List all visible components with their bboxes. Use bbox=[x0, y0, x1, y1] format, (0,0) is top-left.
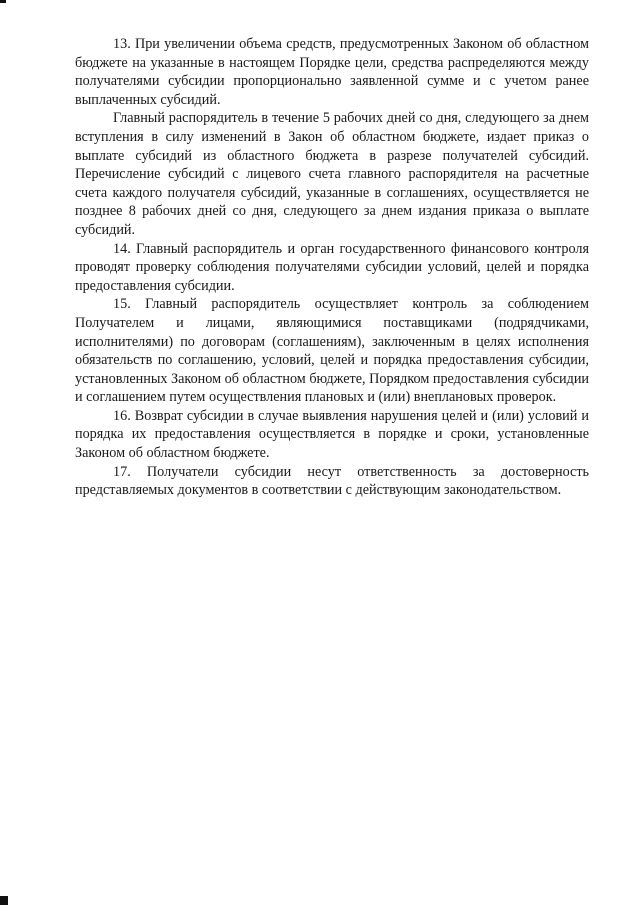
document-body bbox=[75, 35, 589, 500]
scan-edge-mark-top bbox=[0, 0, 6, 3]
paragraph-15: 15. Главный распорядитель осуществляет контроль за соблюдением Получателем и лицами, являющимися поставщиками (подрядчиками, исполнителями) по договорам (соглашениям), заключенным в целях исполнения обязательств по соглашению, условий, целей и порядка предоставления субсидии, установленных Законом об областном бюджете, Порядком предоставления субсидии и соглашением путем осуществления плановых и (или) внеплановых проверок. bbox=[75, 296, 589, 406]
paragraph-17: 17. Получатели субсидии несут ответственность за достоверность представляемых документов в соответствии с действующим законодательством. bbox=[75, 463, 589, 499]
scan-edge-mark-bottom bbox=[0, 896, 8, 905]
paragraph-16: 16. Возврат субсидии в случае выявления нарушения целей и (или) условий и порядка их предоставления осуществляется в порядке и сроки, установленные Законом об областном бюджете. bbox=[75, 407, 589, 462]
paragraph-13: 13. При увеличении объема средств, предусмотренных Законом об областном бюджете на указанные в настоящем Порядке цели, средства распределяются между получателями субсидии пропорционально заявленной сумме и с учетом ранее выплаченных субсидий. bbox=[75, 36, 589, 108]
paragraph-14: 14. Главный распорядитель и орган государственного финансового контроля проводят проверку соблюдения получателями субсидии условий, целей и порядка предоставления субсидии. bbox=[75, 240, 589, 294]
paragraph-payment-order: Главный распорядитель в течение 5 рабочих дней со дня, следующего за днем вступления в силу изменений в Закон об областном бюджете, издает приказ о выплате субсидий из областного бюджета в разрезе получателей субсидий. Перечисление субсидий с лицевого счета главного распорядителя на расчетные счета каждого получателя субсидий, указанные в соглашениях, осуществляется не позднее 8 рабочих дней со дня, следующего за днем издания приказа о выплате субсидий. bbox=[75, 110, 589, 238]
